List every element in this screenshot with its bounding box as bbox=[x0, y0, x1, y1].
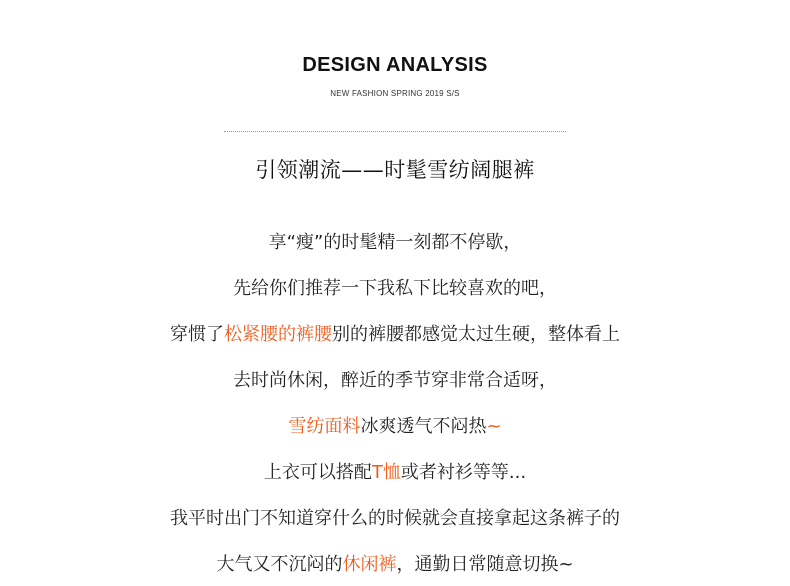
body-text: 或者衬衫等等... bbox=[400, 462, 527, 483]
body-text: 上衣可以搭配 bbox=[263, 462, 372, 483]
highlighted-text: T恤 bbox=[371, 462, 401, 483]
highlighted-text: 休闲裤 bbox=[342, 554, 397, 575]
body-line bbox=[0, 320, 790, 346]
body-line bbox=[0, 228, 790, 254]
highlighted-text: 松紧腰的裤腰 bbox=[224, 324, 332, 345]
article-title: 引领潮流——时髦雪纺阔腿裤 bbox=[255, 158, 535, 182]
body-text: 我平时出门不知道穿什么的时候就会直接拿起这条裤子的 bbox=[170, 508, 620, 529]
body-line bbox=[0, 412, 790, 438]
body-text: 去时尚休闲，醉近的季节穿非常合适呀， bbox=[233, 370, 557, 391]
body-text: ，通勤日常随意切换~ bbox=[396, 554, 574, 575]
body-text: 穿惯了 bbox=[170, 324, 224, 345]
highlighted-text: ~ bbox=[486, 416, 502, 437]
page-subheading: NEW FASHION SPRING 2019 S/S bbox=[330, 89, 460, 98]
body-text: 冰爽透气不闷热 bbox=[360, 416, 487, 437]
body-line bbox=[0, 366, 790, 392]
body-line bbox=[0, 458, 790, 484]
highlighted-text: 雪纺面料 bbox=[288, 416, 361, 437]
body-line bbox=[0, 274, 790, 300]
body-line bbox=[0, 504, 790, 530]
body-text: 别的裤腰都感觉太过生硬，整体看上 bbox=[332, 324, 620, 345]
body-text: 享“瘦”的时髦精一刻都不停歇， bbox=[268, 232, 522, 253]
body-text: 先给你们推荐一下我私下比较喜欢的吧， bbox=[233, 278, 557, 299]
dotted-divider bbox=[224, 131, 566, 132]
page-heading: DESIGN ANALYSIS bbox=[302, 54, 488, 76]
body-text: 大气又不沉闷的 bbox=[216, 554, 343, 575]
body-line bbox=[0, 550, 790, 576]
